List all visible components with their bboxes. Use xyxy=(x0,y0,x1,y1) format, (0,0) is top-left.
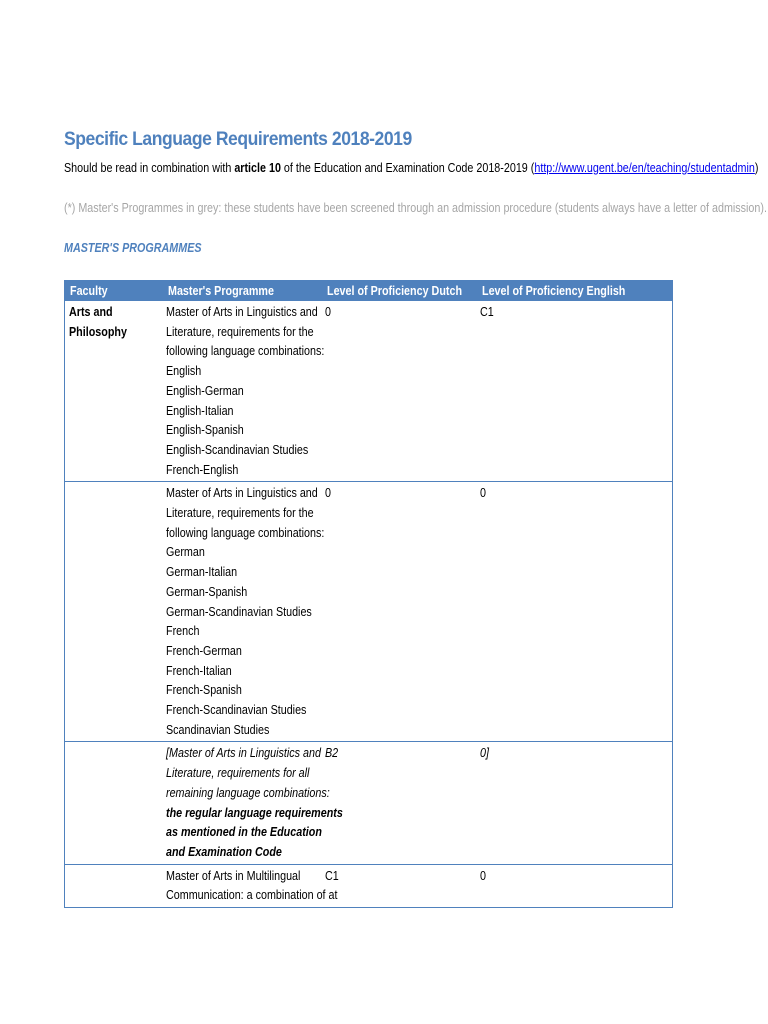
english-level-cell: 0 xyxy=(477,864,673,907)
english-level-cell: C1 xyxy=(477,301,673,482)
programme-cell: [Master of Arts in Linguistics and Literature, requirements for all remaining language combinations: the regular language requirements as mentioned in the Education and Examination Code xyxy=(163,742,322,864)
intro-text xyxy=(64,161,758,175)
faculty-cell xyxy=(65,864,163,907)
programme-cell: Master of Arts in Linguistics and Literature, requirements for the following language combinations: German German-Italian German-Spanish German-Scandinavian Studies French French-German French-Italian French-Spanish French-Scandinavian Studies Scandinavian Studies xyxy=(163,482,322,742)
table-row xyxy=(65,742,673,864)
dutch-level-cell: 0 xyxy=(322,482,477,742)
header-dutch: Level of Proficiency Dutch xyxy=(322,281,477,301)
english-level-cell: 0] xyxy=(477,742,673,864)
dutch-level-cell: C1 xyxy=(322,864,477,907)
table-row xyxy=(65,864,673,907)
section-heading: MASTER'S PROGRAMMES xyxy=(64,241,202,255)
grey-programmes-note: (*) Master's Programmes in grey: these students have been screened through an admission procedure (students always have a letter of admission). xyxy=(64,201,767,215)
english-level-cell: 0 xyxy=(477,482,673,742)
faculty-cell xyxy=(65,482,163,742)
header-english: Level of Proficiency English xyxy=(477,281,673,301)
table-row xyxy=(65,301,673,482)
page-title: Specific Language Requirements 2018-2019 xyxy=(64,128,412,150)
intro-prefix: Should be read in combination with xyxy=(64,161,235,175)
intro-article: article 10 xyxy=(234,161,281,175)
faculty-cell xyxy=(65,742,163,864)
requirements-table xyxy=(64,280,673,908)
header-faculty: Faculty xyxy=(65,281,163,301)
programme-cell: Master of Arts in Multilingual Communication: a combination of at xyxy=(163,864,322,907)
dutch-level-cell: 0 xyxy=(322,301,477,482)
table-header-row xyxy=(65,281,673,301)
studentadmin-link[interactable]: http://www.ugent.be/en/teaching/studentadmin xyxy=(534,161,755,175)
header-programme: Master's Programme xyxy=(163,281,322,301)
intro-suffix: ) xyxy=(754,161,759,175)
dutch-level-cell: B2 xyxy=(322,742,477,864)
programme-cell: Master of Arts in Linguistics and Literature, requirements for the following language combinations: English English-German English-Italian English-Spanish English-Scandinavian Studies French-English xyxy=(163,301,322,482)
table-row xyxy=(65,482,673,742)
intro-middle: of the Education and Examination Code 2018-2019 ( xyxy=(280,161,535,175)
faculty-cell: Arts and Philosophy xyxy=(65,301,163,482)
